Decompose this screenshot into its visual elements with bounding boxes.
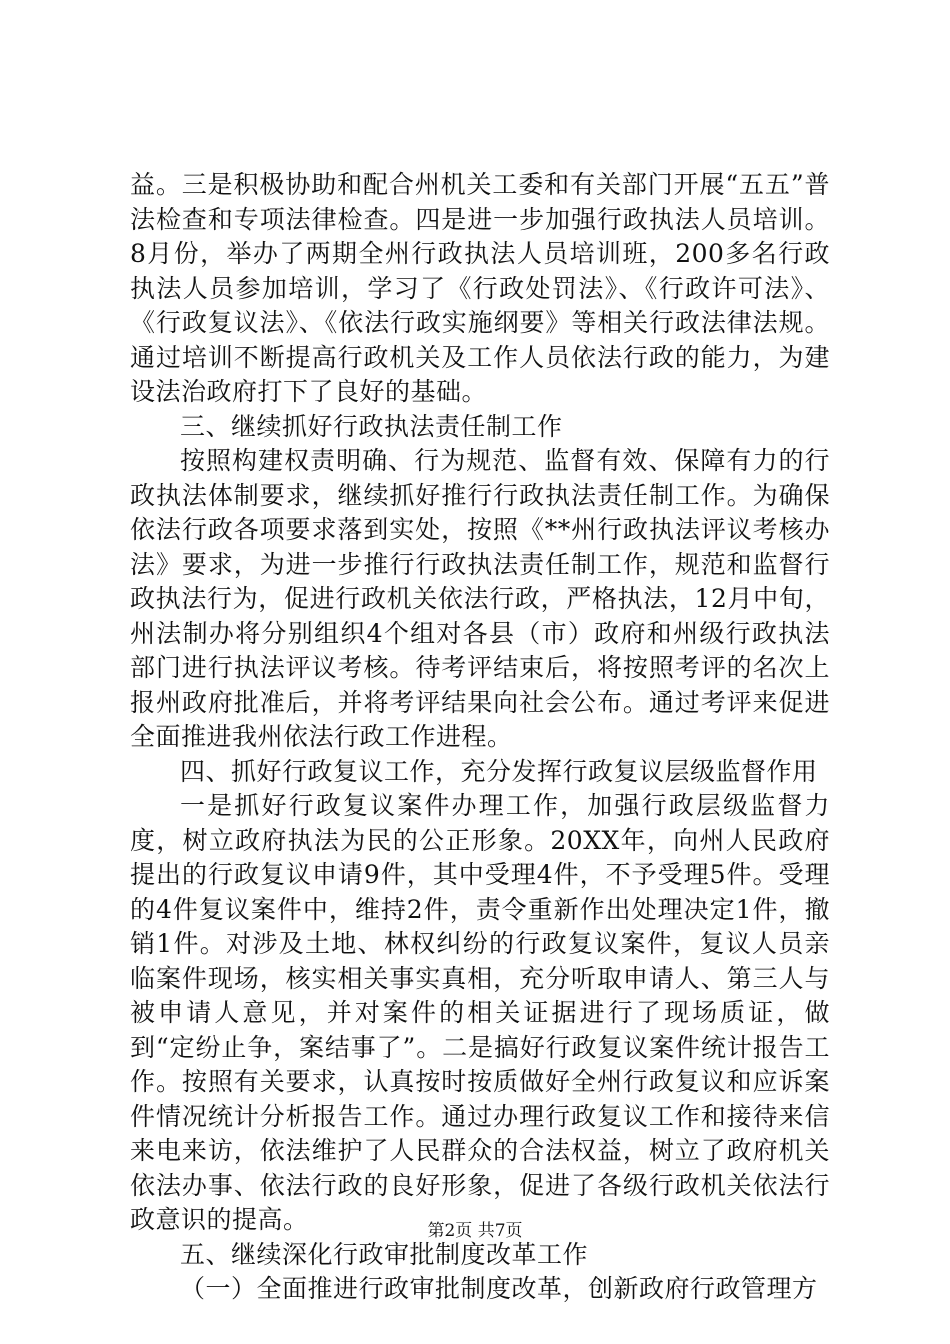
page-number-footer: 第2页 共7页 [427,1221,523,1241]
section-heading-4: 四、抓好行政复议工作，充分发挥行政复议层级监督作用 [180,756,818,786]
section-heading-3: 三、继续抓好行政执法责任制工作 [180,411,563,441]
paragraph-section-3: 按照构建权责明确、行为规范、监督有效、保障有力的行政执法体制要求，继续抓好推行行政执法责任制工作。为确保依法行政各项要求落到实处，按照《**州行政执法评议考核办法》要求，为进一步推行行政执法责任制工作，规范和监督行政执法行为，促进行政机关依法行政，严格执法，12月中旬，州法制办将分别组织4个组对各县（市）政府和州级行政执法部门进行执法评议考核。待考评结束后，将按照考评的名次上报州政府批准后，并将考评结果向社会公布。通过考评来促进全面推进我州依法行政工作进程。 [130,446,830,751]
document-body [130,168,830,1307]
paragraph-section-4: 一是抓好行政复议案件办理工作，加强行政层级监督力度，树立政府执法为民的公正形象。20XX年，向州人民政府提出的行政复议申请9件，其中受理4件，不予受理5件。受理的4件复议案件中，维持2件，责令重新作出处理决定1件，撤销1件。对涉及土地、林权纠纷的行政复议案件，复议人员亲临案件现场，核实相关事实真相，充分听取申请人、第三人与被申请人意见，并对案件的相关证据进行了现场质证，做到“定纷止争，案结事了”。二是搞好行政复议案件统计报告工作。按照有关要求，认真按时按质做好全州行政复议和应诉案件情况统计分析报告工作。通过办理行政复议工作和接待来信来电来访，依法维护了人民群众的合法权益，树立了政府机关依法办事、依法行政的良好形象，促进了各级行政机关依法行政意识的提高。 [130,791,830,1234]
section-heading-5: 五、继续深化行政审批制度改革工作 [180,1239,589,1269]
paragraph-section-5: （一）全面推进行政审批制度改革，创新政府行政管理方 [180,1274,818,1303]
paragraph-continuation: 益。三是积极协助和配合州机关工委和有关部门开展“五五”普法检查和专项法律检查。四是进一步加强行政执法人员培训。8月份，举办了两期全州行政执法人员培训班，200多名行政执法人员参加培训，学习了《行政处罚法》、《行政许可法》、《行政复议法》、《依法行政实施纲要》等相关行政法律法规。通过培训不断提高行政机关及工作人员依法行政的能力，为建设法治政府打下了良好的基础。 [130,170,830,406]
